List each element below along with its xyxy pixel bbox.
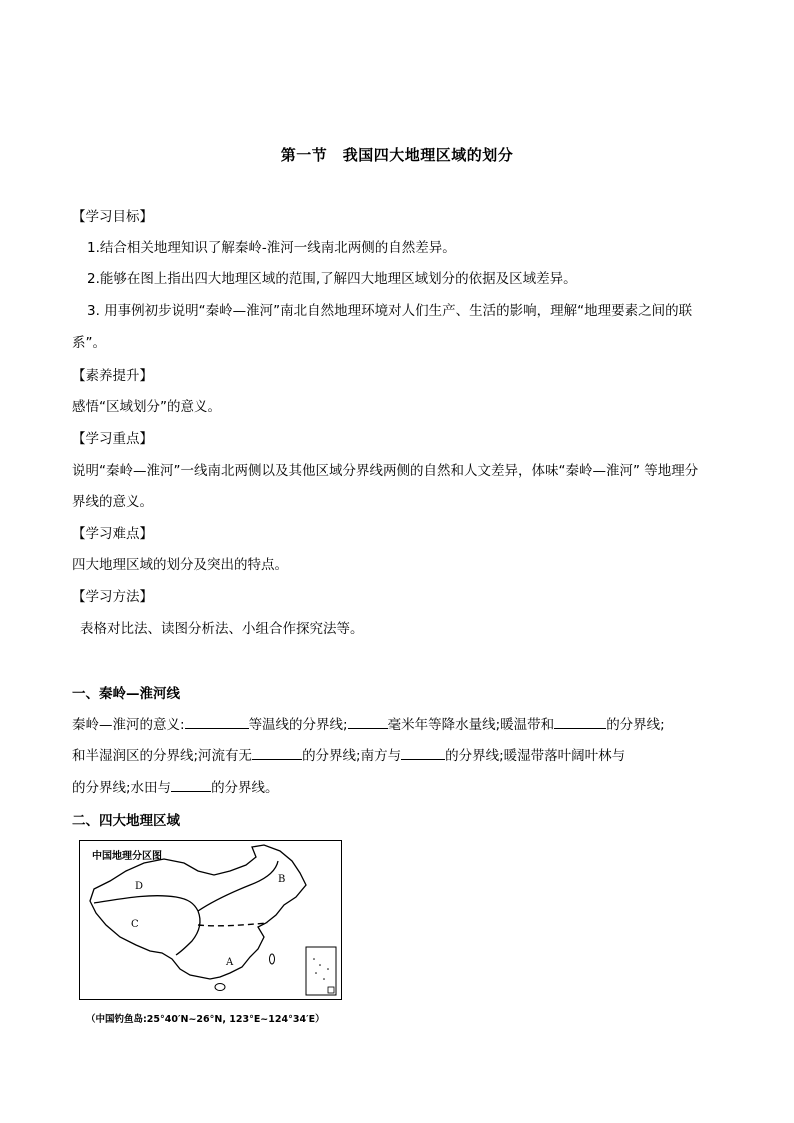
key-text: 说明“秦岭—淮河”一线南北两侧以及其他区域分界线两侧的自然和人文差异，体味“秦岭—淮河” 等地理分 [72,463,699,479]
map-caption: （中国钓鱼岛:25°40′N~26°N, 123°E~124°34′E） [86,1014,325,1025]
map-title: 中国地理分区图 [92,851,162,862]
south-china-sea-inset [306,947,336,995]
part1-line-2 [72,746,732,766]
region-label-b: B [278,874,286,885]
qinling-huaihe-line [198,923,268,926]
blank-field[interactable] [185,715,249,729]
part1-text: 的分界线; [606,717,665,733]
key-heading: 【学习重点】 [72,431,153,447]
boundary-d-c [94,896,198,911]
part1-text: 的分界线;水田与 [72,780,172,796]
literacy-heading: 【素养提升】 [72,368,153,384]
hainan-island [215,984,225,991]
part1-line-1 [72,715,732,735]
taiwan-island [270,954,275,964]
blank-field[interactable] [171,778,211,792]
method-heading: 【学习方法】 [72,589,153,605]
objective-1: 1.结合相关地理知识了解秦岭-淮河一线南北两侧的自然差异。 [87,240,456,256]
region-label-d: D [135,881,144,892]
part2-heading: 二、四大地理区域 [72,813,180,829]
blank-field[interactable] [401,746,445,760]
objective-3-cont: 系”。 [72,335,106,351]
part1-text: 的分界线。 [211,780,279,796]
blank-field[interactable] [252,746,302,760]
part1-text: 和半湿润区的分界线;河流有无 [72,748,253,764]
part1-text: 等温线的分界线; [248,717,348,733]
china-regions-map [79,840,342,1000]
method-text: 表格对比法、读图分析法、小组合作探究法等。 [80,621,364,637]
part1-heading: 一、秦岭—淮河线 [72,686,180,702]
objective-2: 2.能够在图上指出四大地理区域的范围,了解四大地理区域划分的依据及区域差异。 [87,271,577,287]
boundary-c-east [176,911,200,955]
region-label-c: C [131,919,139,930]
part1-text: 秦岭—淮河的意义: [72,717,185,733]
difficulty-text: 四大地理区域的划分及突出的特点。 [72,557,288,573]
difficulty-heading: 【学习难点】 [72,526,153,542]
blank-field[interactable] [554,715,606,729]
page-title: 第一节 我国四大地理区域的划分 [280,146,514,164]
part1-text: 毫米年等降水量线;暖温带和 [387,717,555,733]
objective-3: 3. 用事例初步说明“秦岭—淮河”南北自然地理环境对人们生产、生活的影响，理解“地理要素之间的联 [87,303,693,319]
blank-field[interactable] [348,715,388,729]
literacy-text: 感悟“区域划分”的意义。 [72,399,221,415]
objectives-heading: 【学习目标】 [72,209,153,225]
part1-line-3 [72,778,732,798]
region-label-a: A [226,957,234,968]
key-text-cont: 界线的意义。 [72,494,153,510]
part1-text: 的分界线;暖湿带落叶阔叶林与 [445,748,626,764]
part1-text: 的分界线;南方与 [302,748,402,764]
map-drawing [80,841,340,998]
